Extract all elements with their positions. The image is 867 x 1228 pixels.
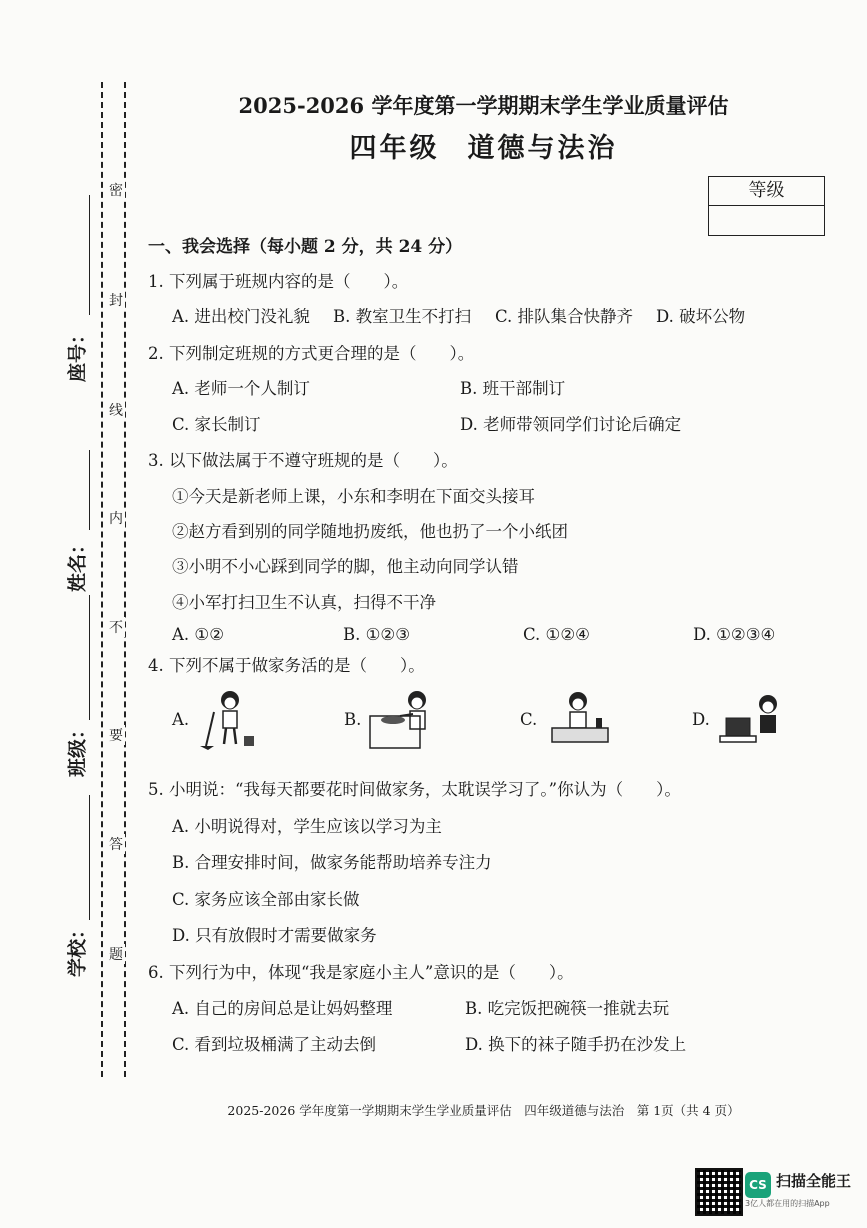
school-write-line[interactable] xyxy=(89,795,90,920)
seal-char: 密 xyxy=(107,180,125,200)
q3-option-a[interactable]: A. ①② xyxy=(172,625,224,644)
q3-item: ①今天是新老师上课，小东和李明在下面交头接耳 xyxy=(172,487,535,506)
q6-option-b[interactable]: B. 吃完饭把碗筷一推就去玩 xyxy=(465,999,670,1018)
q4-option-b[interactable]: B. xyxy=(344,710,362,729)
seal-char: 要 xyxy=(107,725,125,745)
seal-dashed-line-right xyxy=(124,82,126,1077)
q2-stem: 2. 下列制定班规的方式更合理的是（ ）。 xyxy=(148,344,475,363)
q5-option-d[interactable]: D. 只有放假时才需要做家务 xyxy=(172,926,377,945)
q6-option-c[interactable]: C. 看到垃圾桶满了主动去倒 xyxy=(172,1035,377,1054)
name-label: 姓名： xyxy=(66,535,89,593)
seal-char: 内 xyxy=(107,508,125,528)
seat-label: 座号： xyxy=(66,325,89,383)
subject-word: 道德与法治 xyxy=(467,133,618,164)
q3-option-d[interactable]: D. ①②③④ xyxy=(693,625,776,644)
exam-subtitle xyxy=(0,126,867,165)
grade-box-label: 等级 xyxy=(709,177,824,206)
q6-stem: 6. 下列行为中，体现“我是家庭小主人”意识的是（ ）。 xyxy=(148,963,574,982)
q1-option-d[interactable]: D. 破坏公物 xyxy=(656,307,746,326)
seal-dashed-line-left xyxy=(101,82,103,1077)
q4-option-a[interactable]: A. xyxy=(172,710,190,729)
q5-option-a[interactable]: A. 小明说得对，学生应该以学习为主 xyxy=(172,817,442,836)
seal-char: 答 xyxy=(107,834,125,854)
q6-option-a[interactable]: A. 自己的房间总是让妈妈整理 xyxy=(172,999,393,1018)
class-label: 班级： xyxy=(66,720,89,778)
seat-write-line[interactable] xyxy=(89,195,90,315)
q1-stem: 1. 下列属于班规内容的是（ ）。 xyxy=(148,272,409,291)
q5-option-b[interactable]: B. 合理安排时间，做家务能帮助培养专注力 xyxy=(172,853,492,872)
seal-char: 不 xyxy=(107,617,125,637)
qr-code-icon xyxy=(695,1168,743,1216)
child-sweeping-picture[interactable] xyxy=(200,688,270,748)
child-cooking-picture[interactable] xyxy=(365,686,440,746)
child-washing-picture[interactable] xyxy=(548,688,618,748)
grade-box xyxy=(708,176,825,236)
q3-option-b[interactable]: B. ①②③ xyxy=(343,625,410,644)
q5-option-c[interactable]: C. 家务应该全部由家长做 xyxy=(172,890,360,909)
q2-option-d[interactable]: D. 老师带领同学们讨论后确定 xyxy=(460,415,682,434)
q5-stem: 5. 小明说：“我每天都要花时间做家务，太耽误学习了。”你认为（ ）。 xyxy=(148,780,681,799)
q2-option-a[interactable]: A. 老师一个人制订 xyxy=(172,379,310,398)
q2-option-c[interactable]: C. 家长制订 xyxy=(172,415,261,434)
q3-option-c[interactable]: C. ①②④ xyxy=(523,625,590,644)
q4-option-c[interactable]: C. xyxy=(520,710,538,729)
exam-title: 2025-2026 学年度第一学期期末学生学业质量评估 xyxy=(238,93,729,118)
seal-char: 题 xyxy=(107,944,125,964)
q4-stem: 4. 下列不属于做家务活的是（ ）。 xyxy=(148,656,425,675)
q4-option-d[interactable]: D. xyxy=(692,710,710,729)
q1-option-a[interactable]: A. 进出校门没礼貌 xyxy=(172,307,310,326)
section-heading: 一、我会选择（每小题 2 分，共 24 分） xyxy=(148,237,463,257)
q3-item: ②赵方看到别的同学随地扔废纸，他也扔了一个小纸团 xyxy=(172,522,568,541)
q1-option-c[interactable]: C. 排队集合快静齐 xyxy=(495,307,634,326)
watermark-name: 扫描全能王 xyxy=(776,1172,852,1190)
seal-char: 线 xyxy=(107,400,125,420)
q3-item: ④小军打扫卫生不认真，扫得不干净 xyxy=(172,593,436,612)
grade-word: 四年级 xyxy=(349,133,440,164)
school-label: 学校： xyxy=(66,920,89,978)
name-write-line[interactable] xyxy=(89,450,90,530)
page-footer: 2025-2026 学年度第一学期期末学生学业质量评估 四年级道德与法治 第 1页（共 4 页） xyxy=(227,1103,740,1118)
q3-item: ③小明不小心踩到同学的脚，他主动向同学认错 xyxy=(172,557,519,576)
seal-char: 封 xyxy=(107,290,125,310)
q2-option-b[interactable]: B. 班干部制订 xyxy=(460,379,566,398)
child-computer-picture[interactable] xyxy=(716,690,786,750)
q1-option-b[interactable]: B. 教室卫生不打扫 xyxy=(333,307,472,326)
class-write-line[interactable] xyxy=(89,595,90,720)
q6-option-d[interactable]: D. 换下的袜子随手扔在沙发上 xyxy=(465,1035,687,1054)
grade-box-field[interactable] xyxy=(709,206,824,234)
watermark-subtitle: 3亿人都在用的扫描App xyxy=(745,1199,830,1208)
camscanner-logo-icon: CS xyxy=(745,1172,771,1198)
q3-stem: 3. 以下做法属于不遵守班规的是（ ）。 xyxy=(148,451,458,470)
